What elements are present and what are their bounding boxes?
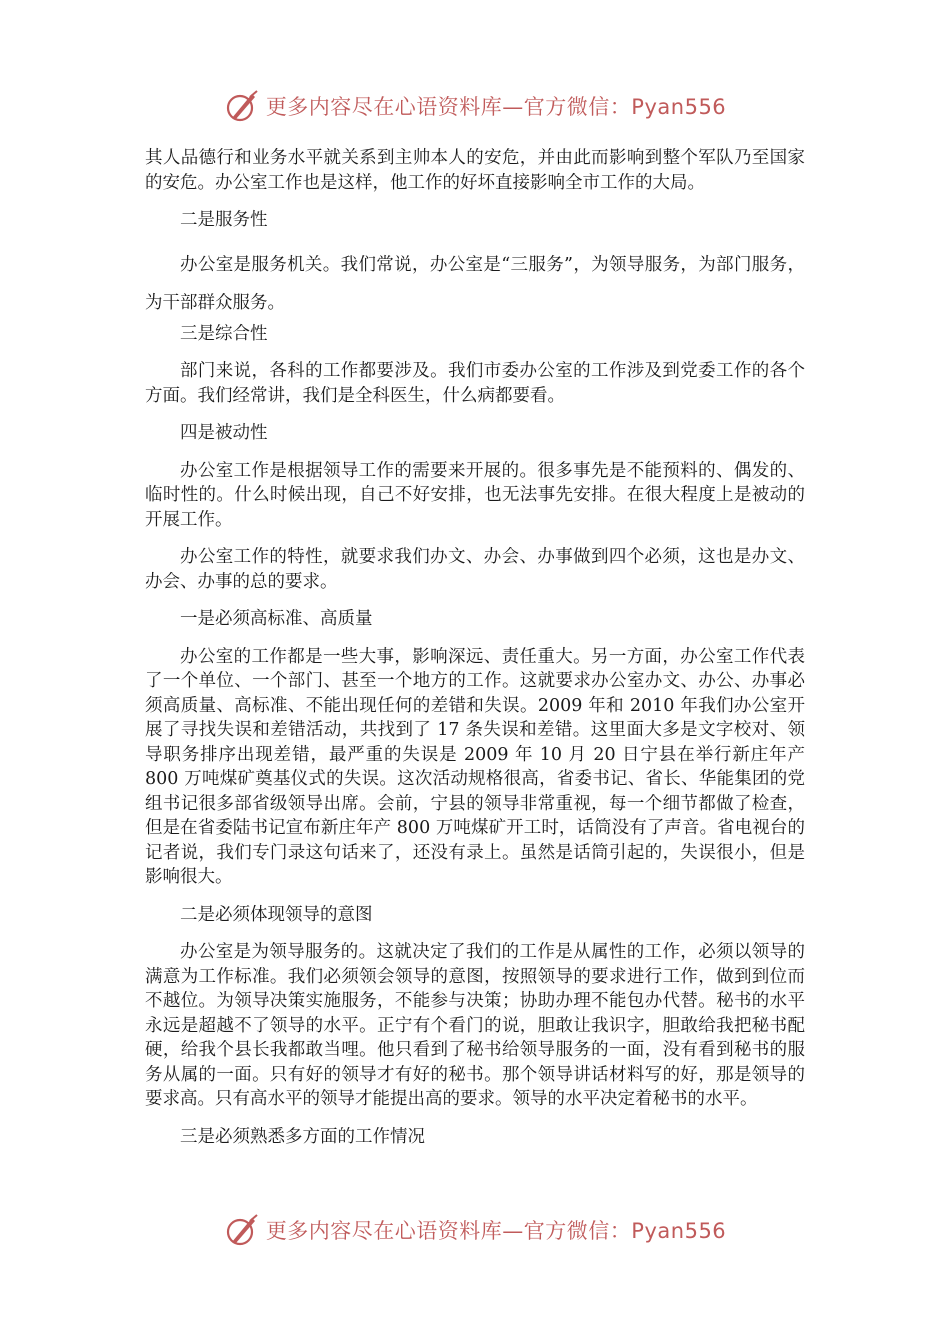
quill-pen-circle-icon bbox=[224, 1212, 260, 1248]
watermark-text: 更多内容尽在心语资料库—官方微信：Pyan556 bbox=[265, 1219, 727, 1243]
section-heading: 二是服务性 bbox=[180, 210, 268, 230]
paragraph: 办公室的工作都是一些大事，影响深远、责任重大。另一方面，办公室工作代表了一个单位、一个部门、甚至一个地方的工作。这就要求办公室办文、办公、办事必须高质量、高标准、不能出现任何的差错和失误。2009 年和 2010 年我们办公室开展了寻找失误和差错活动，共找到了 17 条失误和差错。这里面大多是文字校对、领导职务排序出现差错，最严重的失误是 2009 年 10 月 20 日宁县在举行新庄年产 800 万吨煤矿奠基仪式的失误。这次活动规格很高，省委书记、省长、华能集团的党组书记很多部省级领导出席。会前，宁县的领导非常重视，每一个细节都做了检查，但是在省委陆书记宣布新庄年产 800 万吨煤矿开工时，话筒没有了声音。省电视台的记者说，我们专门录这句话来了，还没有录上。虽然是话筒引起的，失误很小，但是影响很大。 bbox=[145, 646, 805, 887]
paragraph: 其人品德行和业务水平就关系到主帅本人的安危，并由此而影响到整个军队乃至国家的安危。办公室工作也是这样，他工作的好坏直接影响全市工作的大局。 bbox=[145, 148, 805, 193]
watermark-text: 更多内容尽在心语资料库—官方微信：Pyan556 bbox=[265, 95, 727, 119]
paragraph: 办公室是为领导服务的。这就决定了我们的工作是从属性的工作，必须以领导的满意为工作标准。我们必须领会领导的意图，按照领导的要求进行工作，做到到位而不越位。为领导决策实施服务，不能参与决策；协助办理不能包办代替。秘书的水平永远是超越不了领导的水平。正宁有个看门的说，胆敢让我识字，胆敢给我把秘书配硬，给我个县长我都敢当哩。他只看到了秘书给领导服务的一面，没有看到秘书的服务从属的一面。只有好的领导才有好的秘书。那个领导讲话材料写的好，那是领导的要求高。只有高水平的领导才能提出高的要求。领导的水平决定着秘书的水平。 bbox=[145, 942, 805, 1109]
watermark-banner-bottom bbox=[0, 1210, 950, 1250]
document-body bbox=[145, 146, 805, 1149]
section-heading: 二是必须体现领导的意图 bbox=[180, 904, 373, 925]
paragraph: 办公室工作是根据领导工作的需要来开展的。很多事先是不能预料的、偶发的、临时性的。什么时候出现，自己不好安排，也无法事先安排。在很大程度上是被动的开展工作。 bbox=[145, 460, 805, 530]
paragraph: 办公室是服务机关。我们常说，办公室是“三服务”，为领导服务，为部门服务，为干部群众服务。 bbox=[145, 254, 805, 313]
paragraph: 办公室工作的特性，就要求我们办文、办会、办事做到四个必须，这也是办文、办会、办事的总的要求。 bbox=[145, 547, 805, 592]
section-heading: 一是必须高标准、高质量 bbox=[180, 609, 373, 629]
section-heading: 三是必须熟悉多方面的工作情况 bbox=[180, 1126, 425, 1147]
section-heading: 四是被动性 bbox=[180, 423, 268, 443]
watermark-banner-top bbox=[0, 86, 950, 126]
paragraph: 部门来说，各科的工作都要涉及。我们市委办公室的工作涉及到党委工作的各个方面。我们经常讲，我们是全科医生，什么病都要看。 bbox=[145, 361, 805, 406]
quill-pen-circle-icon bbox=[224, 88, 260, 124]
section-heading: 三是综合性 bbox=[180, 323, 268, 344]
